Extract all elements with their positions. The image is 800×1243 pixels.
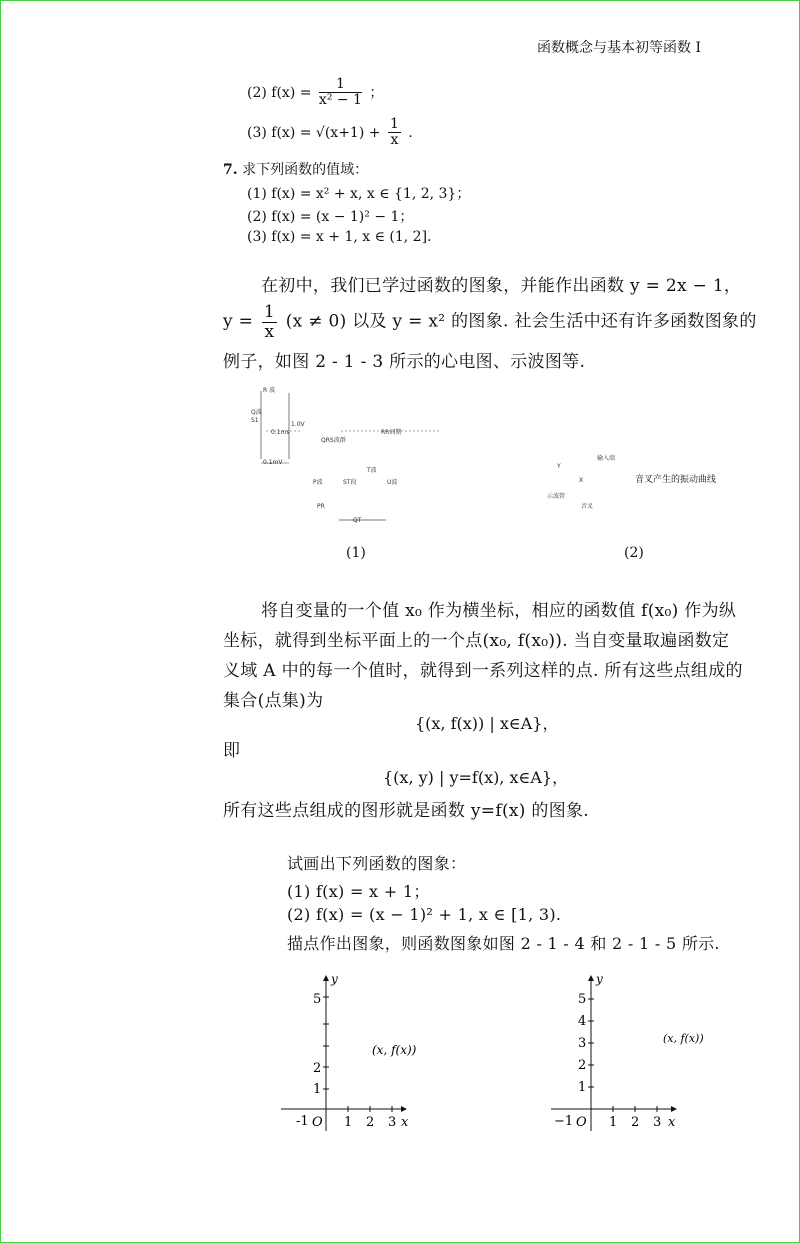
figure-caption-1: (1): [346, 545, 366, 561]
example-item-1: (1) f(x) = x + 1；: [287, 882, 430, 901]
ecg-label-s1: S1: [251, 417, 259, 424]
fraction-denominator: x: [390, 132, 399, 149]
ecg-label-pr: PR: [317, 503, 325, 510]
x-tick-label: −1: [554, 1114, 574, 1129]
x-tick-label: 2: [631, 1115, 640, 1130]
fraction-numerator: 1: [263, 302, 275, 322]
wave-caption: 音叉产生的振动曲线: [635, 475, 717, 485]
intro-fraction: [262, 303, 277, 341]
exercise-item-2-fraction: [319, 77, 362, 109]
question-prompt: 求下列函数的值域：: [242, 162, 369, 178]
y-tick-label: 3: [578, 1036, 587, 1051]
x-axis-label: x: [668, 1115, 676, 1130]
explanation-line-3: 义域 A 中的每一个值时，就得到一系列这样的点. 所有这些点组成的: [223, 661, 743, 681]
exercise-item-2: [247, 77, 383, 109]
figure-caption-2: (2): [624, 545, 644, 561]
ecg-label-voltage: 1.0V: [291, 421, 305, 428]
ecg-label-p: P波: [313, 479, 323, 486]
ecg-label-qt: QT: [353, 517, 362, 524]
ecg-label-t: T波: [367, 467, 377, 474]
y-tick-label: 2: [313, 1061, 322, 1076]
ecg-label-q: Q波: [251, 409, 262, 416]
ecg-label-st: ST段: [343, 479, 357, 486]
question-7-item-1: (1) f(x) = x² + x, x ∈ {1, 2, 3}；: [247, 186, 471, 202]
example-prompt: 试画出下列函数的图象：: [287, 854, 467, 873]
example-item-2: (2) f(x) = (x − 1)² + 1, x ∈ [1, 3).: [287, 905, 562, 924]
question-7-item-3: (3) f(x) = x + 1, x ∈ (1, 2].: [247, 229, 432, 245]
question-7-item-2: (2) f(x) = (x − 1)² − 1；: [247, 209, 414, 225]
exercise-item-2-lhs: (2) f(x) =: [247, 84, 312, 101]
y-tick-label: 2: [578, 1058, 587, 1073]
exercise-item-3-lhs: (3) f(x) = √(x+1) +: [247, 124, 381, 141]
intro-line-2: [223, 303, 757, 341]
exercise-item-3: [247, 117, 413, 149]
fraction-numerator: 1: [389, 116, 399, 132]
fraction-denominator: x: [264, 321, 275, 342]
fraction-denominator: x² − 1: [318, 92, 362, 109]
explanation-line-1: 将自变量的一个值 x₀ 作为横坐标，相应的函数值 f(x₀) 作为纵: [261, 601, 737, 621]
y-tick-label: 1: [313, 1082, 322, 1097]
x-tick-label: 1: [609, 1115, 618, 1130]
example-answer: 描点作出图象，则函数图象如图 2 - 1 - 4 和 2 - 1 - 5 所示.: [287, 934, 720, 953]
x-tick-label: 3: [388, 1115, 397, 1130]
ecg-label-u: U波: [387, 479, 398, 486]
question-number: 7.: [223, 162, 238, 178]
fraction-numerator: 1: [319, 77, 362, 93]
explanation-conclusion: 所有这些点组成的图形就是函数 y=f(x) 的图象.: [223, 801, 590, 821]
ecg-label-r: R 波: [263, 387, 276, 394]
ecg-label-qrs: QRS波群: [321, 437, 346, 444]
ecg-label-time: 0.1ms: [271, 429, 290, 436]
x-tick-label: 3: [653, 1115, 662, 1130]
x-tick-label: 2: [366, 1115, 375, 1130]
wave-label-fork: 音叉: [581, 503, 594, 510]
ecg-label-rr: RR间期: [381, 429, 402, 436]
y-tick-label: 5: [578, 992, 587, 1007]
question-7-heading: [223, 159, 368, 179]
wave-label-y: Y: [557, 463, 561, 470]
intro-line-3: 例子，如图 2 - 1 - 3 所示的心电图、示波图等.: [223, 352, 586, 372]
y-axis-label: y: [596, 972, 603, 986]
x-tick-label: -1: [296, 1114, 309, 1129]
exercise-item-3-end: .: [408, 124, 413, 141]
graph-2-1-5: [546, 966, 704, 1141]
y-tick-label: 1: [578, 1080, 587, 1095]
graph-2-1-4: [276, 966, 426, 1141]
y-tick-label: 5: [313, 992, 322, 1007]
intro-line-1: 在初中，我们已学过函数的图象，并能作出函数 y = 2x − 1，: [261, 276, 742, 296]
wave-label-x: X: [579, 477, 584, 484]
y-tick-label: 4: [578, 1014, 587, 1029]
ji-label: 即: [223, 741, 241, 761]
origin-label: O: [576, 1115, 587, 1130]
wave-label-tube: 示波管: [547, 493, 566, 500]
exercise-item-2-end: ；: [369, 84, 384, 101]
ecg-label-scale: 0.1mV: [263, 459, 283, 466]
intro-line-2-b: (x ≠ 0) 以及 y = x² 的图象. 社会生活中还有许多函数图象的: [285, 311, 757, 332]
explanation-line-2: 坐标，就得到坐标平面上的一个点(x₀, f(x₀)). 当自变量取遍函数定: [223, 631, 730, 651]
y-axis-label: y: [331, 972, 338, 986]
point-set-formula: {(x, f(x)) | x∈A}，: [415, 714, 559, 733]
exercise-item-3-fraction: [388, 117, 401, 149]
origin-label: O: [312, 1115, 323, 1130]
ecg-diagram: [231, 381, 451, 531]
intro-line-2-a: y =: [223, 311, 254, 332]
point-annotation: (x, f(x)): [372, 1043, 417, 1057]
x-tick-label: 1: [344, 1115, 353, 1130]
graph-set-formula: {(x, y) | y=f(x), x∈A}，: [383, 768, 569, 787]
running-header: 函数概念与基本初等函数 I: [537, 40, 701, 56]
x-axis-label: x: [401, 1115, 409, 1130]
explanation-line-4: 集合(点集)为: [223, 691, 324, 711]
point-annotation: (x, f(x)): [663, 1032, 704, 1045]
wave-label-input: 输入端: [597, 455, 616, 462]
